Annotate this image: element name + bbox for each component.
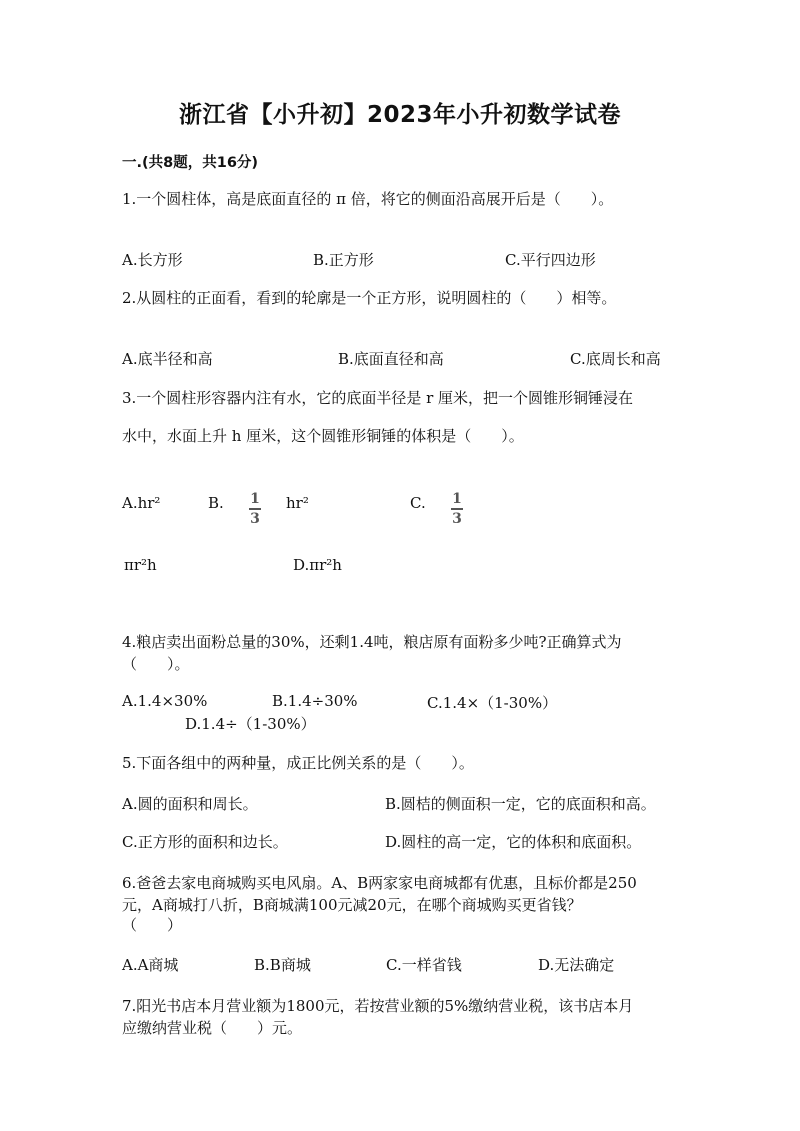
q4-option-d[interactable]: D.1.4÷（1-30%）: [185, 715, 316, 733]
q2-option-b[interactable]: B.底面直径和高: [338, 350, 444, 368]
page-title: 浙江省【小升初】2023年小升初数学试卷: [178, 102, 621, 128]
question-4-text-line1: 4.粮店卖出面粉总量的30%，还剩1.4吨，粮店原有面粉多少吨?正确算式为: [122, 633, 622, 651]
q5-option-d[interactable]: D.圆柱的高一定，它的体积和底面积。: [385, 833, 642, 851]
question-2-text: 2.从圆柱的正面看，看到的轮廓是一个正方形，说明圆柱的（ ）相等。: [122, 289, 617, 307]
q3-option-c-label[interactable]: C.: [410, 494, 426, 512]
q3-option-b-label[interactable]: B.: [208, 494, 224, 512]
q1-option-a[interactable]: A.长方形: [122, 251, 183, 269]
q5-option-b[interactable]: B.圆桔的侧面积一定，它的底面积和高。: [385, 795, 656, 813]
question-6-text-line2: 元，A商城打八折，B商城满100元减20元，在哪个商城购买更省钱？: [122, 896, 582, 914]
question-5-text: 5.下面各组中的两种量，成正比例关系的是（ ）。: [122, 754, 474, 772]
question-3-text-line2: 水中，水面上升 h 厘米，这个圆锥形铜锤的体积是（ ）。: [122, 427, 524, 445]
q6-option-d[interactable]: D.无法确定: [538, 956, 615, 974]
q3-option-d[interactable]: D.πr²h: [293, 556, 342, 574]
question-4-text-line2: （ ）。: [122, 655, 190, 673]
q3-option-c-expression: πr²h: [124, 556, 157, 574]
question-6-text-line3: （ ）: [122, 916, 183, 934]
q1-option-b[interactable]: B.正方形: [313, 251, 374, 269]
q3-fraction-one-third-b: $\frac{1}{3}$: [250, 491, 260, 527]
q4-option-a[interactable]: A.1.4×30%: [122, 692, 208, 710]
q4-option-c[interactable]: C.1.4×（1-30%）: [427, 694, 558, 712]
question-7-text-line2: 应缴纳营业税（ ）元。: [122, 1019, 303, 1037]
q5-option-c[interactable]: C.正方形的面积和边长。: [122, 833, 288, 851]
q1-option-c[interactable]: C.平行四边形: [505, 251, 596, 269]
q2-option-a[interactable]: A.底半径和高: [122, 350, 213, 368]
q6-option-c[interactable]: C.一样省钱: [386, 956, 462, 974]
section-header: 一.(共8题，共16分): [122, 155, 259, 171]
q3-option-a[interactable]: A.hr²: [122, 494, 161, 512]
q2-option-c[interactable]: C.底周长和高: [570, 350, 661, 368]
question-7-text-line1: 7.阳光书店本月营业额为1800元，若按营业额的5%缴纳营业税，该书店本月: [122, 997, 634, 1015]
question-6-text-line1: 6.爸爸去家电商城购买电风扇。A、B两家家电商城都有优惠，且标价都是250: [122, 874, 637, 892]
q4-option-b[interactable]: B.1.4÷30%: [272, 692, 358, 710]
q6-option-b[interactable]: B.B商城: [254, 956, 311, 974]
question-3-text-line1: 3.一个圆柱形容器内注有水，它的底面半径是 r 厘米，把一个圆锥形铜锤浸在: [122, 389, 634, 407]
question-1-text: 1.一个圆柱体，高是底面直径的 π 倍，将它的侧面沿高展开后是（ ）。: [122, 190, 614, 208]
q6-option-a[interactable]: A.A商城: [122, 956, 179, 974]
q3-fraction-one-third-c: $\frac{1}{3}$: [452, 491, 462, 527]
q3-option-b-expression: hr²: [286, 494, 309, 512]
q5-option-a[interactable]: A.圆的面积和周长。: [122, 795, 258, 813]
